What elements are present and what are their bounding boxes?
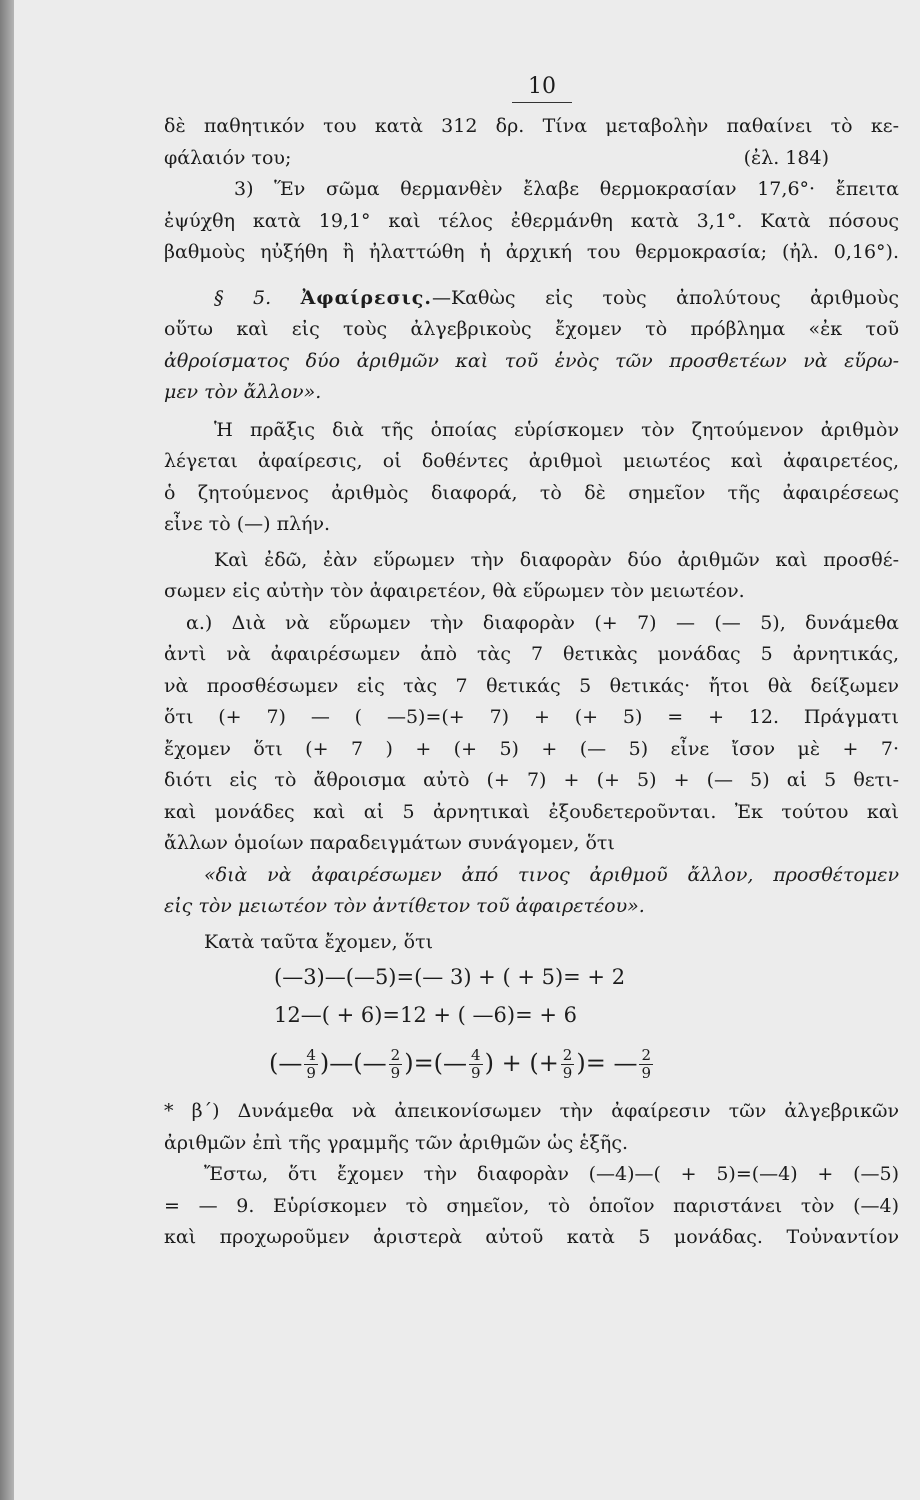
text-line: δὲ παθητικόν του κατὰ 312 δρ. Τίνα μεταβολὴν παθαίνει τὸ κε- <box>164 115 899 137</box>
alpha-line: καὶ μονάδες καὶ αἱ 5 ἀρνητικαὶ ἐξουδετεροῦνται. Ἐκ τούτου καὶ <box>164 800 899 823</box>
problem-line: 3) Ἕν σῶμα θερμανθὲν ἔλαβε θερμοκρασίαν 17,6°· ἔπειτα <box>234 178 899 200</box>
frac-num: 4 <box>306 1046 316 1064</box>
equation-line: (—3)—(—5)=(— 3) + ( + 5)= + 2 <box>274 965 626 989</box>
frac-sign: — <box>613 1049 638 1077</box>
frac-num: 2 <box>562 1046 573 1064</box>
fraction <box>389 1047 403 1082</box>
answer-text: (ἐλ. 184) <box>743 146 829 169</box>
book-page <box>14 0 920 1500</box>
frac-num: 2 <box>641 1046 651 1064</box>
note-line: Καὶ ἐδῶ, ἐὰν εὕρωμεν τὴν διαφορὰν δύο ἀριθμῶν καὶ προσθέ- <box>214 548 899 571</box>
page-content <box>164 72 899 1254</box>
alpha-line: νὰ προσθέσωμεν εἰς τὰς 7 θετικάς 5 θετικάς· ἤτοι θὰ δείξωμεν <box>164 674 899 697</box>
frac-sign: + <box>538 1049 559 1077</box>
fraction <box>304 1047 318 1082</box>
alpha-line: διότι εἰς τὸ ἄθροισμα αὐτὸ (+ 7) + (+ 5) + (— 5) αἱ 5 θετι- <box>164 769 899 791</box>
section-title: Ἀφαίρεσις. <box>300 286 432 309</box>
alpha-line: ὅτι (+ 7) — ( —5)=(+ 7) + (+ 5) = + 12. Πράγματι <box>164 706 899 728</box>
text-line <box>164 143 899 175</box>
problem-line: βαθμοὺς ηὐξήθη ἢ ἠλαττώθη ἡ ἀρχική του θερμοκρασία; (ἠλ. 0,16°). <box>164 241 899 263</box>
section-line: οὕτω καὶ εἰς τοὺς ἀλγεβρικοὺς ἔχομεν τὸ πρόβλημα «ἐκ τοῦ <box>164 318 899 340</box>
frac-sign: — <box>362 1049 387 1077</box>
fraction <box>469 1047 483 1082</box>
section-number: § 5. <box>214 286 272 309</box>
definition-line: εἶνε τὸ (—) πλήν. <box>164 513 331 535</box>
text-line-part: φάλαιόν του; <box>164 146 292 169</box>
beta-line: = — 9. Εὑρίσκομεν τὸ σημεῖον, τὸ ὁποῖον παριστάνει τὸν (—4) <box>164 1194 899 1217</box>
section-line: μεν τὸν ἄλλον». <box>164 381 322 403</box>
beta-line: * β΄) Δυνάμεθα νὰ ἀπεικονίσωμεν τὴν ἀφαίρεσιν τῶν ἀλγεβρικῶν <box>164 1100 899 1122</box>
frac-num: 2 <box>390 1046 401 1064</box>
fraction <box>561 1047 575 1082</box>
beta-line: ἀριθμῶν ἐπὶ τῆς γραμμῆς τῶν ἀριθμῶν ὡς ἑξῆς. <box>164 1131 628 1154</box>
frac-den: 9 <box>641 1064 651 1082</box>
book-binding-edge <box>0 0 14 1500</box>
frac-den: 9 <box>306 1064 316 1082</box>
alpha-line: ἀντὶ νὰ ἀφαιρέσωμεν ἀπὸ τὰς 7 θετικὰς μονάδας 5 ἀρνητικάς, <box>164 643 899 665</box>
section-line: ἀθροίσματος δύο ἀριθμῶν καὶ τοῦ ἑνὸς τῶν προσθετέων νὰ εὕρω- <box>164 349 899 372</box>
frac-sign: — <box>278 1049 303 1077</box>
frac-sign: — <box>443 1049 468 1077</box>
definition-line: Ἡ πρᾶξις διὰ τῆς ὁποίας εὑρίσκομεν τὸν ζητούμενον ἀριθμὸν <box>214 418 899 441</box>
fraction-equation: (— $\frac{4}{9}$ )—(— $\frac{2}{9}$ )=(— $\frac{4}{9}$ ) + (+ $\frac{2}{9}$ )= — $\frac{2}{9}$ <box>269 1046 651 1082</box>
problem-line: ἐψύχθη κατὰ 19,1° καὶ τέλος ἐθερμάνθη κατὰ 3,1°. Κατὰ πόσους <box>164 209 899 232</box>
hence-line: Κατὰ ταῦτα ἔχομεν, ὅτι <box>204 930 434 953</box>
beta-line: Ἔστω, ὅτι ἔχομεν τὴν διαφορὰν (—4)—( + 5)=(—4) + (—5) <box>204 1163 899 1185</box>
frac-den: 9 <box>390 1064 401 1082</box>
section-heading-line <box>164 283 899 315</box>
section-text: —Καθὼς εἰς τοὺς ἀπολύτους ἀριθμοὺς <box>431 286 899 309</box>
definition-line: λέγεται ἀφαίρεσις, οἱ δοθέντες ἀριθμοὶ μειωτέος καὶ ἀφαιρετέος, <box>164 450 899 472</box>
definition-line: ὁ ζητούμενος ἀριθμὸς διαφορά, τὸ δὲ σημεῖον τῆς ἀφαιρέσεως <box>164 481 899 504</box>
frac-den: 9 <box>471 1064 481 1082</box>
equation-line: 12—( + 6)=12 + ( —6)= + 6 <box>274 1003 578 1027</box>
alpha-line: α.) Διὰ νὰ εὕρωμεν τὴν διαφορὰν (+ 7) — (— 5), δυνάμεθα <box>186 611 899 634</box>
rule-line: εἰς τὸν μειωτέον τὸν ἀντίθετον τοῦ ἀφαιρετέου». <box>164 895 645 917</box>
alpha-line: ἄλλων ὁμοίων παραδειγμάτων συνάγομεν, ὅτι <box>164 832 615 854</box>
page-number: 10 <box>512 72 572 103</box>
beta-line: καὶ προχωροῦμεν ἀριστερὰ αὐτοῦ κατὰ 5 μονάδας. Τοὐναντίον <box>164 1226 899 1248</box>
alpha-line: ἔχομεν ὅτι (+ 7 ) + (+ 5) + (— 5) εἶνε ἴσον μὲ + 7· <box>164 737 899 760</box>
fraction <box>639 1047 653 1082</box>
note-line: σωμεν εἰς αὐτὴν τὸν ἀφαιρετέον, θὰ εὕρωμεν τὸν μειωτέον. <box>164 580 745 602</box>
frac-num: 4 <box>471 1046 481 1064</box>
rule-line: «διὰ νὰ ἀφαιρέσωμεν ἀπό τινος ἀριθμοῦ ἄλλον, προσθέτομεν <box>204 863 899 886</box>
frac-den: 9 <box>562 1064 573 1082</box>
